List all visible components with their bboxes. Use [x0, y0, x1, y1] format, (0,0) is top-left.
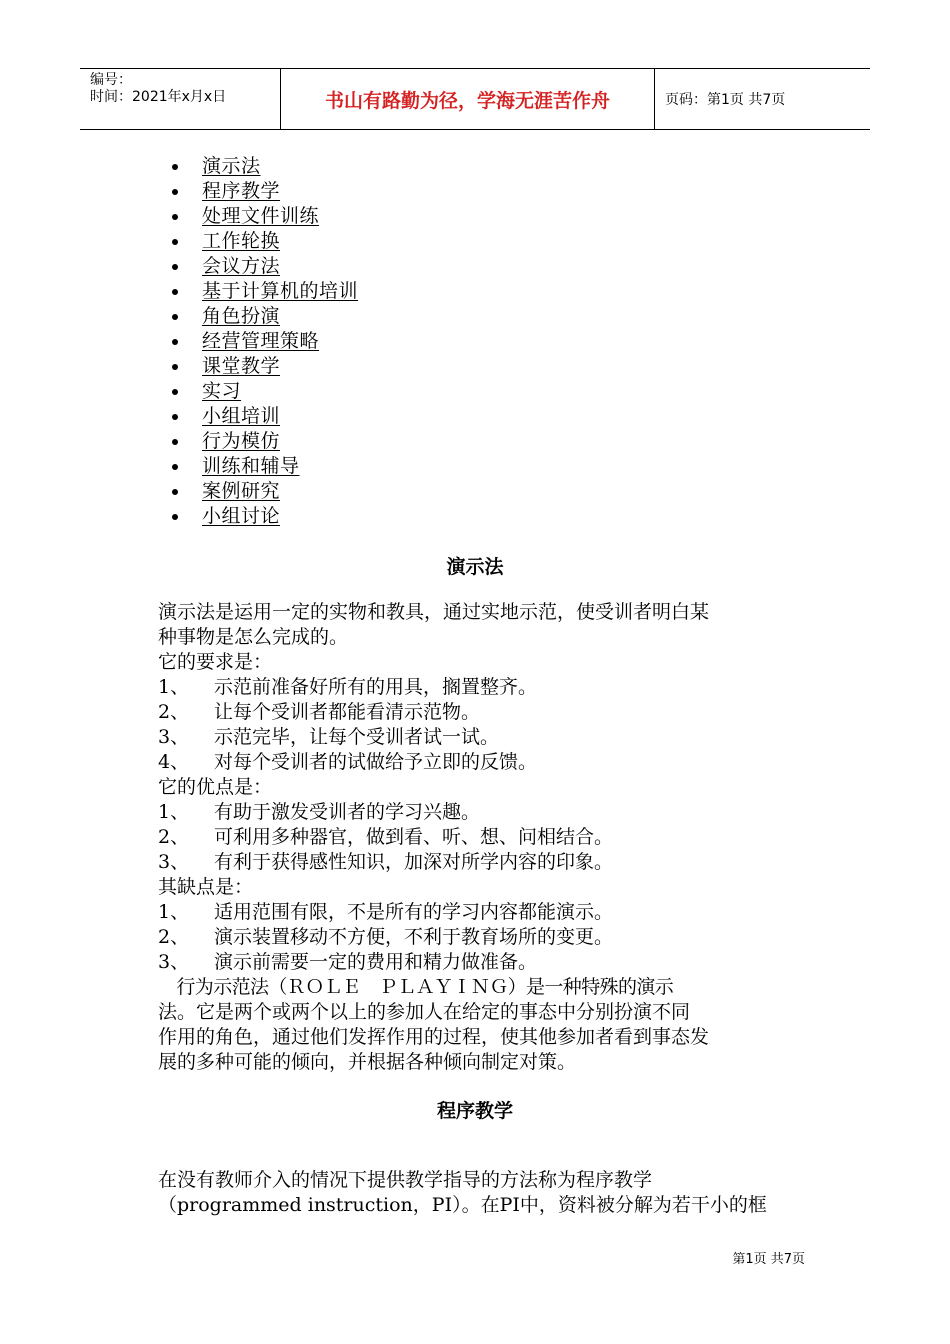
document-header	[80, 68, 870, 130]
item-number: 3、	[158, 851, 190, 873]
disadvantages-label: 其缺点是：	[158, 876, 254, 898]
item-text: 有助于激发受训者的学习兴趣。	[214, 801, 481, 823]
paragraph-line: 在没有教师介入的情况下提供教学指导的方法称为程序教学	[158, 1169, 653, 1191]
item-number: 3、	[158, 951, 190, 973]
list-item	[158, 900, 798, 925]
toc-link[interactable]: 基于计算机的培训	[202, 280, 359, 302]
bullet-icon	[172, 414, 178, 420]
toc-link[interactable]: 演示法	[202, 155, 261, 177]
toc-item	[170, 254, 358, 279]
toc-link[interactable]: 会议方法	[202, 255, 281, 277]
toc-link[interactable]: 小组培训	[202, 405, 281, 427]
item-number: 3、	[158, 726, 190, 748]
item-text: 可利用多种器官，做到看、听、想、问相结合。	[214, 826, 614, 848]
header-page-info: 页码：第1页 共7页	[665, 92, 786, 108]
bullet-icon	[172, 364, 178, 370]
list-item	[158, 925, 798, 950]
item-text: 演示装置移动不方便，不利于教育场所的变更。	[214, 926, 614, 948]
header-meta-cell	[80, 69, 281, 129]
bullet-icon	[172, 214, 178, 220]
advantages-label: 它的优点是：	[158, 776, 273, 798]
bullet-icon	[172, 314, 178, 320]
toc-link[interactable]: 经营管理策略	[202, 330, 320, 352]
bullet-icon	[172, 289, 178, 295]
toc-item	[170, 354, 358, 379]
paragraph-line: 行为示范法（ＲＯＬＥ ＰＬＡＹＩＮＧ）是一种特殊的演示	[158, 976, 674, 998]
item-number: 2、	[158, 701, 190, 723]
toc-item	[170, 479, 358, 504]
item-number: 1、	[158, 901, 190, 923]
item-text: 演示前需要一定的费用和精力做准备。	[214, 951, 538, 973]
paragraph-line: 演示法是运用一定的实物和教具，通过实地示范，使受训者明白某	[158, 601, 710, 623]
item-text: 适用范围有限，不是所有的学习内容都能演示。	[214, 901, 614, 923]
toc-link[interactable]: 角色扮演	[202, 305, 281, 327]
toc-item	[170, 179, 358, 204]
item-text: 示范前准备好所有的用具，搁置整齐。	[214, 676, 538, 698]
toc-link[interactable]: 程序教学	[202, 180, 281, 202]
toc-item	[170, 379, 358, 404]
list-item	[158, 850, 798, 875]
toc-item	[170, 279, 358, 304]
item-number: 1、	[158, 676, 190, 698]
serial-label: 编号：	[90, 72, 132, 88]
header-motto-cell	[281, 69, 655, 129]
list-item	[158, 700, 798, 725]
toc-item	[170, 304, 358, 329]
bullet-icon	[172, 464, 178, 470]
toc-list	[170, 154, 358, 529]
toc-link[interactable]: 训练和辅导	[202, 455, 300, 477]
bullet-icon	[172, 264, 178, 270]
bullet-icon	[172, 189, 178, 195]
section-title-demo: 演示法	[446, 556, 504, 578]
item-text: 让每个受训者都能看清示范物。	[214, 701, 481, 723]
time-label: 时间：2021年x月x日	[90, 89, 227, 105]
page-footer: 第1页 共7页	[732, 1252, 805, 1267]
toc-item	[170, 204, 358, 229]
toc-link[interactable]: 行为模仿	[202, 430, 281, 452]
item-text: 有利于获得感性知识，加深对所学内容的印象。	[214, 851, 614, 873]
toc-link[interactable]: 案例研究	[202, 480, 281, 502]
toc-link[interactable]: 小组讨论	[202, 505, 281, 527]
toc-item	[170, 429, 358, 454]
toc-item	[170, 229, 358, 254]
paragraph-line: 展的多种可能的倾向，并根据各种倾向制定对策。	[158, 1051, 577, 1073]
toc-item	[170, 504, 358, 529]
bullet-icon	[172, 439, 178, 445]
bullet-icon	[172, 339, 178, 345]
toc-link[interactable]: 实习	[202, 380, 242, 402]
item-text: 示范完毕，让每个受训者试一试。	[214, 726, 500, 748]
item-number: 2、	[158, 926, 190, 948]
bullet-icon	[172, 389, 178, 395]
section-body-demo	[158, 600, 798, 1075]
list-item	[158, 825, 798, 850]
toc-item	[170, 329, 358, 354]
section-title-programmed: 程序教学	[436, 1100, 513, 1122]
toc-link[interactable]: 课堂教学	[202, 355, 281, 377]
bullet-icon	[172, 239, 178, 245]
item-number: 1、	[158, 801, 190, 823]
item-number: 2、	[158, 826, 190, 848]
list-item	[158, 950, 798, 975]
list-item	[158, 750, 798, 775]
requirements-label: 它的要求是：	[158, 651, 273, 673]
toc-link[interactable]: 工作轮换	[202, 230, 281, 252]
toc-item	[170, 404, 358, 429]
paragraph-line: 种事物是怎么完成的。	[158, 626, 349, 648]
bullet-icon	[172, 514, 178, 520]
bullet-icon	[172, 489, 178, 495]
paragraph-line: 作用的角色，通过他们发挥作用的过程，使其他参加者看到事态发	[158, 1026, 710, 1048]
list-item	[158, 800, 798, 825]
toc-link[interactable]: 处理文件训练	[202, 205, 320, 227]
item-number: 4、	[158, 751, 190, 773]
paragraph-line: （programmed instruction，PI）。在PI中，资料被分解为若干小的框	[158, 1194, 767, 1216]
toc-item	[170, 154, 358, 179]
bullet-icon	[172, 164, 178, 170]
header-page-cell	[655, 69, 870, 129]
list-item	[158, 675, 798, 700]
item-text: 对每个受训者的试做给予立即的反馈。	[214, 751, 538, 773]
list-item	[158, 725, 798, 750]
paragraph-line: 法。它是两个或两个以上的参加人在给定的事态中分别扮演不同	[158, 1001, 691, 1023]
toc-item	[170, 454, 358, 479]
section-body-programmed	[158, 1168, 798, 1218]
header-motto: 书山有路勤为径，学海无涯苦作舟	[324, 89, 610, 112]
